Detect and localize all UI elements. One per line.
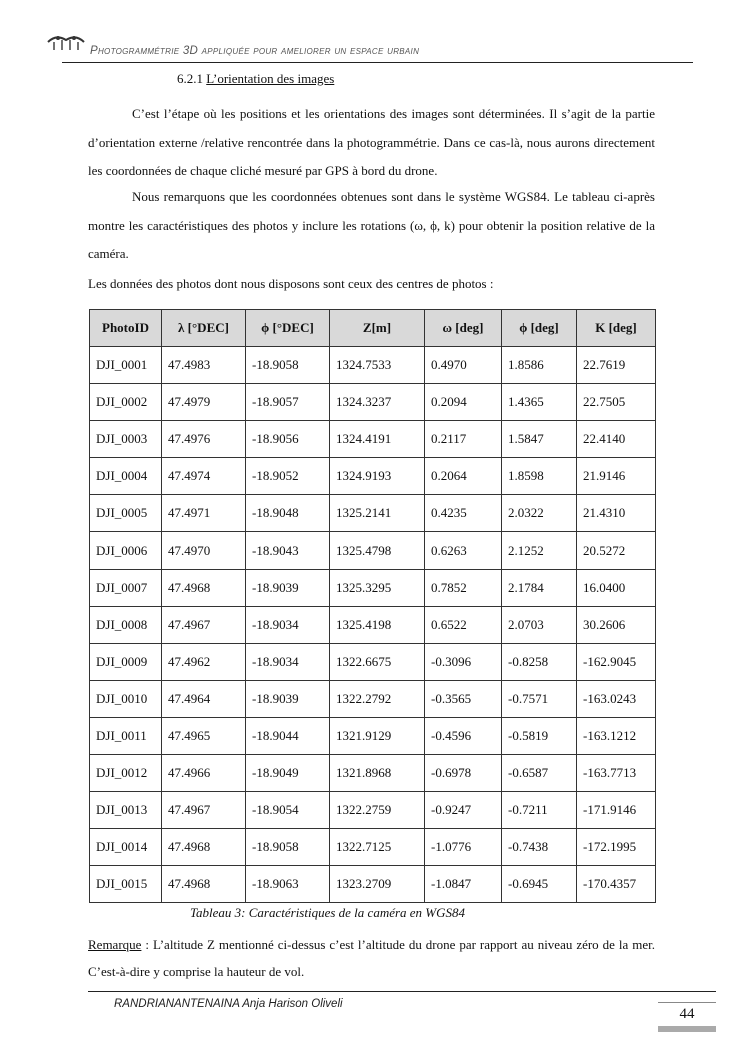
table-cell: 2.0703	[502, 606, 577, 643]
table-cell: -0.8258	[502, 643, 577, 680]
table-row	[90, 606, 656, 643]
table-cell: 47.4970	[162, 532, 246, 569]
table-cell: 1.5847	[502, 421, 577, 458]
table-row	[90, 495, 656, 532]
table-cell: 47.4967	[162, 792, 246, 829]
table-row	[90, 866, 656, 903]
table-cell: 16.0400	[577, 569, 656, 606]
table-cell: 47.4983	[162, 347, 246, 384]
table-row	[90, 569, 656, 606]
table-cell: 47.4968	[162, 829, 246, 866]
footer-rule	[88, 991, 716, 992]
table-cell: -0.3565	[425, 680, 502, 717]
table-cell: 47.4965	[162, 717, 246, 754]
table-cell: -0.6978	[425, 755, 502, 792]
photo-id-cell: DJI_0014	[90, 829, 162, 866]
table-cell: -0.6587	[502, 755, 577, 792]
table-cell: -163.1212	[577, 717, 656, 754]
column-header: Z[m]	[330, 310, 425, 347]
table-cell: -18.9034	[246, 606, 330, 643]
table-row	[90, 755, 656, 792]
table-cell: 1325.3295	[330, 569, 425, 606]
column-header: PhotoID	[90, 310, 162, 347]
table-cell: 1322.2759	[330, 792, 425, 829]
photo-id-cell: DJI_0008	[90, 606, 162, 643]
table-cell: -171.9146	[577, 792, 656, 829]
section-heading	[177, 71, 334, 87]
table-row	[90, 384, 656, 421]
table-row	[90, 643, 656, 680]
paragraph-1	[88, 100, 655, 186]
photo-id-cell: DJI_0006	[90, 532, 162, 569]
table-cell: -163.0243	[577, 680, 656, 717]
table-cell: -0.6945	[502, 866, 577, 903]
table-cell: -172.1995	[577, 829, 656, 866]
header-logo-icon	[46, 30, 86, 52]
photo-data-table	[89, 309, 656, 903]
table-cell: -18.9052	[246, 458, 330, 495]
paragraph-3	[88, 270, 655, 299]
table-cell: 2.1252	[502, 532, 577, 569]
table-cell: -0.7211	[502, 792, 577, 829]
table-cell: 47.4979	[162, 384, 246, 421]
table-cell: 2.0322	[502, 495, 577, 532]
table-cell: 47.4971	[162, 495, 246, 532]
photo-id-cell: DJI_0004	[90, 458, 162, 495]
table-cell: -18.9056	[246, 421, 330, 458]
table-cell: 0.6263	[425, 532, 502, 569]
remark-text: : L’altitude Z mentionné ci-dessus c’est l’altitude du drone par rapport au niveau zéro de la mer. C’est-à-dire y comprise la hauteur de vol.	[88, 937, 655, 979]
table-cell: -18.9058	[246, 347, 330, 384]
table-cell: 1322.7125	[330, 829, 425, 866]
photo-id-cell: DJI_0001	[90, 347, 162, 384]
table-cell: 0.7852	[425, 569, 502, 606]
table-cell: -0.7571	[502, 680, 577, 717]
table-cell: 47.4967	[162, 606, 246, 643]
table-row	[90, 421, 656, 458]
table-header-row	[90, 310, 656, 347]
table-cell: -18.9063	[246, 866, 330, 903]
table-row	[90, 717, 656, 754]
table-cell: 47.4966	[162, 755, 246, 792]
table-cell: -18.9054	[246, 792, 330, 829]
photo-id-cell: DJI_0007	[90, 569, 162, 606]
table-cell: 21.9146	[577, 458, 656, 495]
column-header: ω [deg]	[425, 310, 502, 347]
table-cell: 47.4962	[162, 643, 246, 680]
table-cell: 1321.8968	[330, 755, 425, 792]
table-cell: 30.2606	[577, 606, 656, 643]
table-cell: 20.5272	[577, 532, 656, 569]
column-header: ϕ [deg]	[502, 310, 577, 347]
page-number-box	[658, 1002, 716, 1032]
table-cell: 22.4140	[577, 421, 656, 458]
table-cell: 1323.2709	[330, 866, 425, 903]
table-cell: -0.3096	[425, 643, 502, 680]
table-cell: 2.1784	[502, 569, 577, 606]
table-cell: 1.4365	[502, 384, 577, 421]
table-row	[90, 680, 656, 717]
table-row	[90, 347, 656, 384]
page-number-bar	[658, 1026, 716, 1032]
table-cell: -18.9039	[246, 569, 330, 606]
table-cell: -1.0847	[425, 866, 502, 903]
table-cell: 0.6522	[425, 606, 502, 643]
table-cell: 21.4310	[577, 495, 656, 532]
table-cell: 0.4235	[425, 495, 502, 532]
paragraph-2-text: Nous remarquons que les coordonnées obtenues sont dans le système WGS84. Le tableau ci-après montre les caractéristiques des photos y inclure les rotations (ω, ϕ, k) pour obtenir la position relative de la caméra.	[88, 189, 655, 261]
paragraph-2	[88, 183, 655, 269]
table-cell: 1321.9129	[330, 717, 425, 754]
table-cell: -18.9044	[246, 717, 330, 754]
table-cell: -163.7713	[577, 755, 656, 792]
remark-paragraph	[88, 931, 655, 985]
photo-id-cell: DJI_0012	[90, 755, 162, 792]
table-cell: 47.4968	[162, 866, 246, 903]
table-cell: -18.9049	[246, 755, 330, 792]
table-cell: 1325.4198	[330, 606, 425, 643]
table-cell: -162.9045	[577, 643, 656, 680]
section-number: 6.2.1	[177, 71, 203, 86]
photo-id-cell: DJI_0009	[90, 643, 162, 680]
footer-author: RANDRIANANTENAINA Anja Harison Oliveli	[114, 998, 343, 1010]
table-cell: 22.7505	[577, 384, 656, 421]
table-cell: 47.4964	[162, 680, 246, 717]
photo-id-cell: DJI_0013	[90, 792, 162, 829]
table-cell: -18.9058	[246, 829, 330, 866]
table-cell: -18.9043	[246, 532, 330, 569]
photo-id-cell: DJI_0015	[90, 866, 162, 903]
table-caption: Tableau 3: Caractéristiques de la caméra en WGS84	[190, 905, 466, 920]
table-cell: -18.9034	[246, 643, 330, 680]
table-cell: 47.4974	[162, 458, 246, 495]
page-number: 44	[679, 1006, 695, 1022]
table-cell: -170.4357	[577, 866, 656, 903]
photo-id-cell: DJI_0011	[90, 717, 162, 754]
table-row	[90, 792, 656, 829]
page-number-rule	[658, 1002, 716, 1003]
section-title: L’orientation des images	[206, 71, 335, 86]
table-cell: 0.2117	[425, 421, 502, 458]
column-header: K [deg]	[577, 310, 656, 347]
table-cell: 1325.4798	[330, 532, 425, 569]
table-cell: 1.8586	[502, 347, 577, 384]
column-header: λ [°DEC]	[162, 310, 246, 347]
paragraph-1-text: C’est l’étape où les positions et les orientations des images sont déterminées. Il s’agit de la partie d’orientation externe /relative rencontrée dans la photogrammétrie. Dans ce cas-là, nous aurons directement les coordonnées de chaque cliché mesuré par GPS à bord du drone.	[88, 106, 655, 178]
table-cell: -0.7438	[502, 829, 577, 866]
table-cell: 0.2094	[425, 384, 502, 421]
table-cell: -18.9057	[246, 384, 330, 421]
table-cell: 47.4968	[162, 569, 246, 606]
table-cell: 47.4976	[162, 421, 246, 458]
remark-label: Remarque	[88, 937, 142, 952]
table-cell: 0.4970	[425, 347, 502, 384]
photo-id-cell: DJI_0003	[90, 421, 162, 458]
running-header-title: Photogrammétrie 3D appliquée pour ameliorer un espace urbain	[90, 45, 420, 57]
table-cell: 1322.6675	[330, 643, 425, 680]
table-cell: 1324.3237	[330, 384, 425, 421]
table-cell: 1.8598	[502, 458, 577, 495]
photo-id-cell: DJI_0002	[90, 384, 162, 421]
table-cell: 1322.2792	[330, 680, 425, 717]
table-cell: 1324.4191	[330, 421, 425, 458]
table-cell: -1.0776	[425, 829, 502, 866]
table-row	[90, 532, 656, 569]
table-cell: -18.9048	[246, 495, 330, 532]
photo-id-cell: DJI_0005	[90, 495, 162, 532]
table-cell: 1325.2141	[330, 495, 425, 532]
photo-id-cell: DJI_0010	[90, 680, 162, 717]
table-cell: -18.9039	[246, 680, 330, 717]
paragraph-3-text: Les données des photos dont nous disposons sont ceux des centres de photos :	[88, 276, 494, 291]
table-cell: -0.4596	[425, 717, 502, 754]
table-row	[90, 458, 656, 495]
table-cell: 1324.7533	[330, 347, 425, 384]
table-row	[90, 829, 656, 866]
table-cell: 1324.9193	[330, 458, 425, 495]
table-cell: -0.5819	[502, 717, 577, 754]
column-header: ϕ [°DEC]	[246, 310, 330, 347]
table-cell: 22.7619	[577, 347, 656, 384]
table-cell: -0.9247	[425, 792, 502, 829]
header-rule	[62, 62, 693, 63]
table-cell: 0.2064	[425, 458, 502, 495]
